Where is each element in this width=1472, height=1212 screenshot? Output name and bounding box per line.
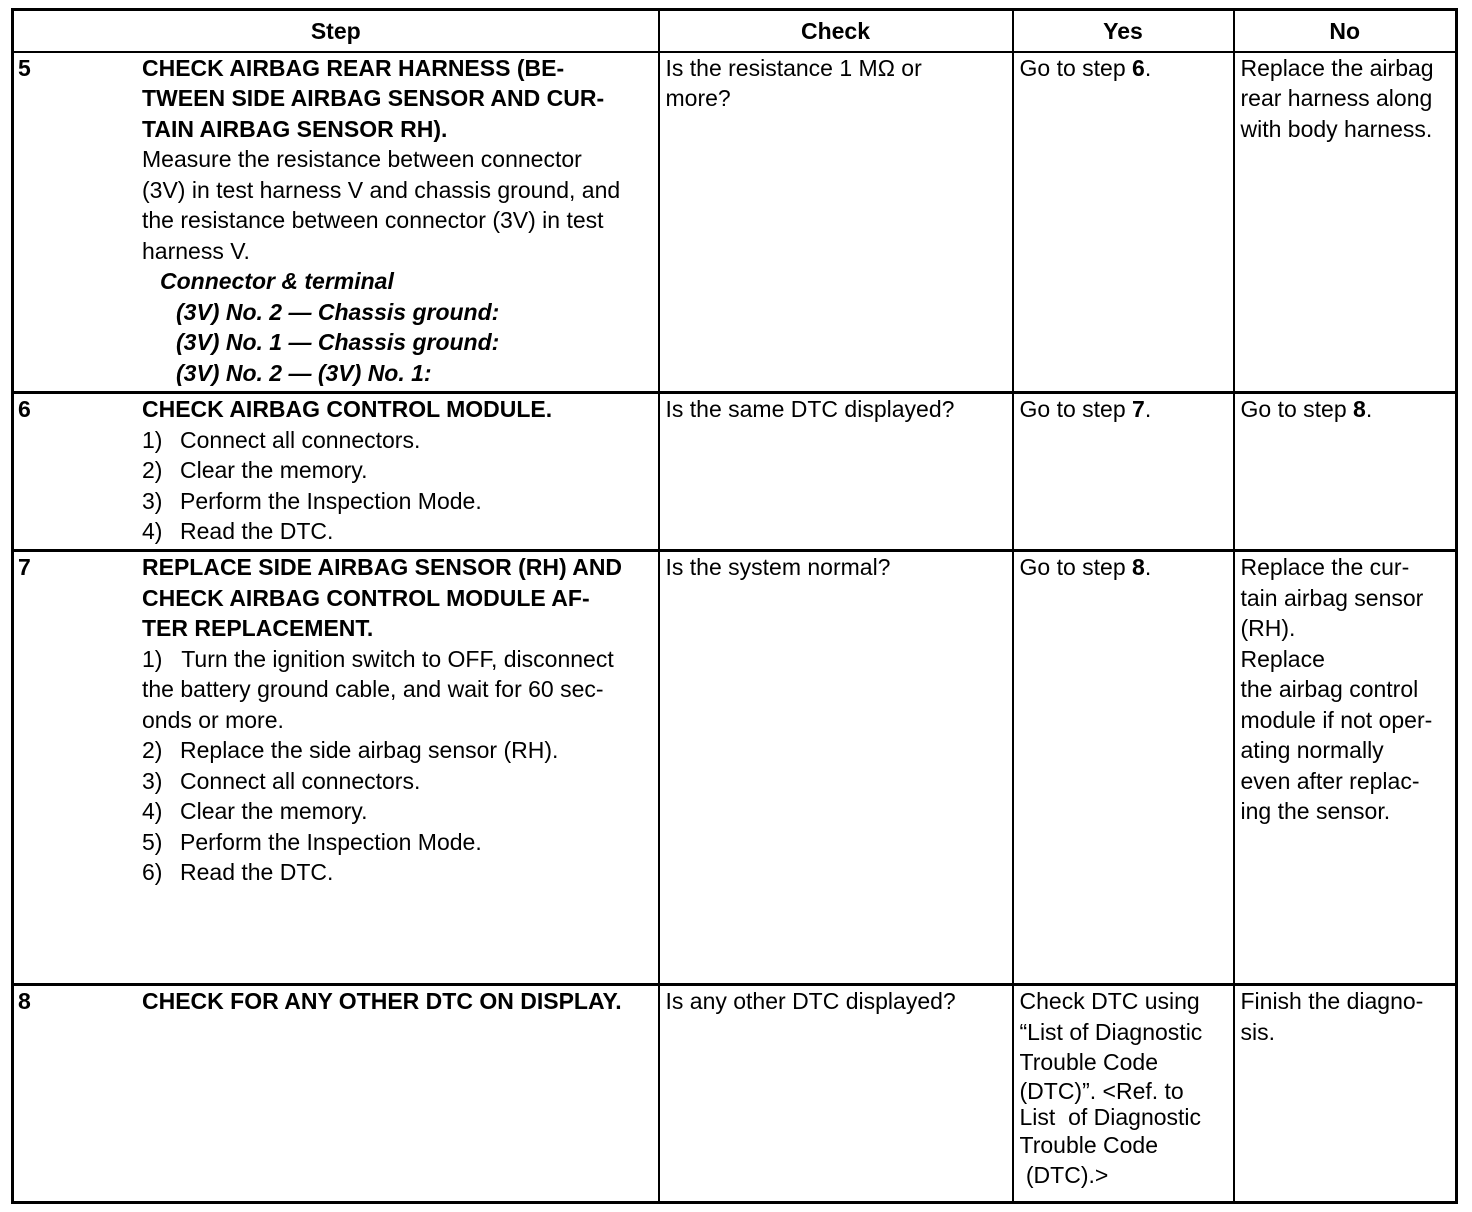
header-row [13, 10, 1457, 52]
no-line: ating normally [1240, 737, 1384, 763]
header-no: No [1234, 10, 1457, 52]
step-title-line: CHECK AIRBAG CONTROL MODULE. [142, 396, 553, 422]
list-item-text: Clear the memory. [180, 457, 368, 483]
list-item-text: Replace the side airbag sensor (RH). [180, 737, 559, 763]
list-item-number: 1) [142, 426, 163, 453]
yes-cell [1013, 393, 1234, 551]
no-line: Replace the cur- [1240, 554, 1410, 580]
yes-step-number: 6 [1132, 54, 1145, 81]
no-line: Replace [1240, 645, 1325, 672]
yes-text: Go to step [1019, 554, 1133, 580]
no-line: rear harness along [1240, 85, 1433, 111]
list-item-text: Connect all connectors. [180, 426, 421, 453]
step-number: 5 [18, 54, 31, 81]
list-item [142, 735, 654, 766]
step-title-line: TAIN AIRBAG SENSOR RH). [142, 115, 448, 142]
list-item-text: Perform the Inspection Mode. [180, 487, 482, 514]
connector-heading: Connector & terminal [160, 268, 394, 294]
yes-line: (DTC)”. <Ref. to [1019, 1077, 1184, 1104]
yes-cell [1013, 551, 1234, 985]
step-body-line: the resistance between connector (3V) in test [142, 207, 604, 233]
step-number: 6 [18, 396, 31, 422]
step-number: 8 [18, 988, 31, 1014]
list-item [142, 857, 654, 888]
list-item-number: 3) [142, 487, 163, 514]
yes-text: Go to step [1019, 396, 1133, 422]
no-cell [1234, 52, 1457, 393]
check-line: Is any other DTC displayed? [665, 988, 956, 1014]
list-item-number: 5) [142, 828, 163, 855]
yes-text: Go to step [1019, 54, 1133, 81]
yes-step-number: 8 [1132, 554, 1145, 580]
yes-step-number: 7 [1132, 396, 1145, 422]
no-line: Replace the airbag [1240, 54, 1434, 81]
no-cell [1234, 551, 1457, 985]
check-cell [659, 551, 1013, 985]
list-item-text: Clear the memory. [180, 798, 368, 824]
yes-suffix: . [1144, 396, 1152, 422]
list-item [142, 796, 654, 827]
check-line: Is the system normal? [665, 554, 891, 580]
check-cell [659, 52, 1013, 393]
yes-suffix: . [1144, 54, 1152, 81]
list-item-number: 2) [142, 737, 163, 763]
list-item-number: 4) [142, 798, 163, 824]
list-item-number: 6) [142, 859, 163, 885]
table-row [13, 551, 1457, 985]
list-item-text: Connect all connectors. [180, 767, 421, 794]
step-body-line: the battery ground cable, and wait for 60 sec- [142, 676, 604, 702]
list-item [142, 425, 654, 456]
step-cell [13, 52, 659, 393]
step-title-line: REPLACE SIDE AIRBAG SENSOR (RH) AND [142, 554, 623, 580]
header-step: Step [13, 10, 659, 52]
check-cell [659, 985, 1013, 1203]
step-body-line: (3V) in test harness V and chassis ground, and [142, 176, 621, 203]
list-item [142, 516, 654, 547]
no-text: Go to step [1240, 396, 1354, 422]
yes-line: Check DTC using [1019, 988, 1200, 1014]
yes-line: “List of Diagnostic [1019, 1018, 1203, 1045]
list-item-text: Perform the Inspection Mode. [180, 828, 482, 855]
step-body-line: onds or more. [142, 706, 284, 733]
step-number: 7 [18, 554, 31, 580]
step-body-line: harness V. [142, 237, 250, 264]
yes-line: (DTC).> [1019, 1162, 1109, 1188]
list-item [142, 486, 654, 517]
check-line: Is the resistance 1 MΩ or [665, 54, 922, 81]
table-row [13, 985, 1457, 1203]
step-cell [13, 985, 659, 1203]
yes-suffix: . [1144, 554, 1152, 580]
no-line: with body harness. [1240, 115, 1433, 142]
diagnostic-table [11, 8, 1458, 1204]
no-cell [1234, 393, 1457, 551]
no-line: even after replac- [1240, 767, 1420, 794]
connector-spec: (3V) No. 1 — Chassis ground: [176, 329, 500, 355]
yes-line: Trouble Code [1019, 1131, 1159, 1158]
no-line: Finish the diagno- [1240, 988, 1424, 1014]
yes-cell [1013, 985, 1234, 1203]
list-item [142, 455, 654, 486]
yes-line: Trouble Code [1019, 1049, 1159, 1075]
step-body-line: 1) Turn the ignition switch to OFF, disconnect [142, 645, 614, 672]
no-cell [1234, 985, 1457, 1203]
no-line: (RH). [1240, 615, 1296, 641]
step-title-line: TWEEN SIDE AIRBAG SENSOR AND CUR- [142, 85, 605, 111]
step-title-line: CHECK AIRBAG REAR HARNESS (BE- [142, 54, 565, 81]
table-row [13, 52, 1457, 393]
no-line: ing the sensor. [1240, 798, 1391, 824]
step-title-line: TER REPLACEMENT. [142, 615, 374, 641]
yes-line: List of Diagnostic [1019, 1103, 1202, 1130]
list-item-number: 2) [142, 457, 163, 483]
check-cell [659, 393, 1013, 551]
step-title-line: CHECK AIRBAG CONTROL MODULE AF- [142, 584, 590, 611]
no-line: tain airbag sensor [1240, 584, 1424, 611]
list-item [142, 827, 654, 858]
list-item-text: Read the DTC. [180, 518, 334, 544]
no-line: sis. [1240, 1018, 1275, 1045]
connector-spec: (3V) No. 2 — Chassis ground: [176, 298, 500, 325]
step-title-line: CHECK FOR ANY OTHER DTC ON DISPLAY. [142, 988, 622, 1014]
no-line: the airbag control [1240, 676, 1419, 702]
list-item-number: 4) [142, 518, 163, 544]
no-suffix: . [1365, 396, 1373, 422]
yes-cell [1013, 52, 1234, 393]
step-cell [13, 393, 659, 551]
list-item-text: Read the DTC. [180, 859, 334, 885]
step-body-line: Measure the resistance between connector [142, 146, 582, 172]
check-line: more? [665, 85, 731, 111]
table-row [13, 393, 1457, 551]
header-check: Check [659, 10, 1013, 52]
list-item-number: 3) [142, 767, 163, 794]
no-step-number: 8 [1353, 396, 1366, 422]
header-yes: Yes [1013, 10, 1234, 52]
check-line: Is the same DTC displayed? [665, 396, 955, 422]
connector-spec: (3V) No. 2 — (3V) No. 1: [176, 359, 432, 386]
step-cell [13, 551, 659, 985]
no-line: module if not oper- [1240, 706, 1433, 733]
list-item [142, 766, 654, 797]
